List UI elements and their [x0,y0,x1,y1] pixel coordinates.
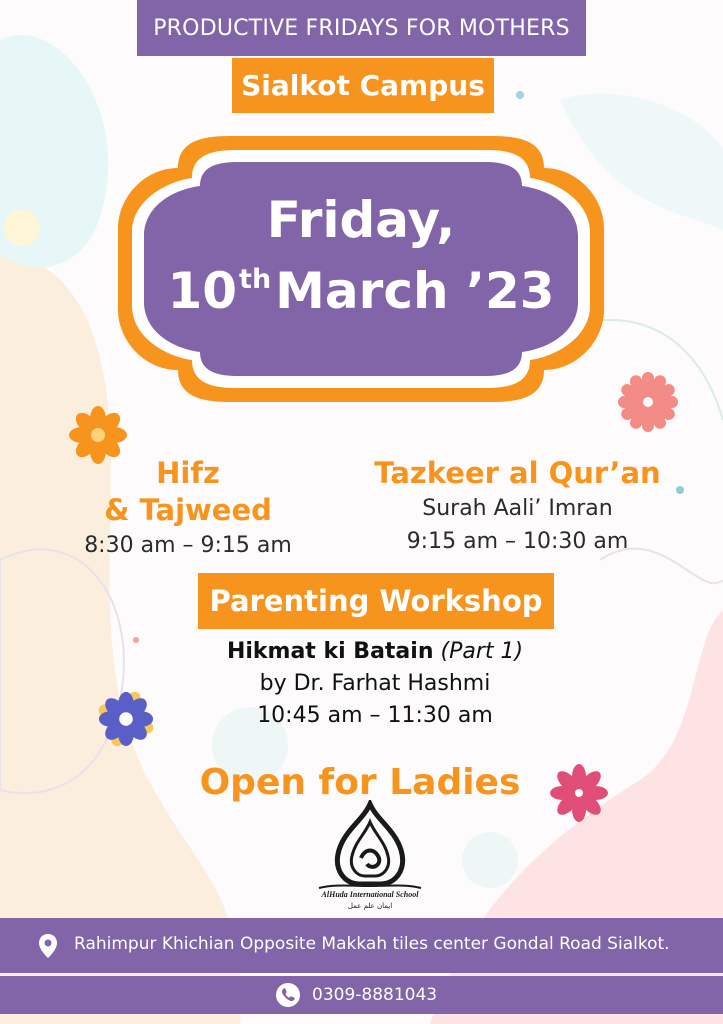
event-day: 10 [167,262,238,320]
talk-title-line [150,636,600,668]
campus-label: Sialkot Campus [232,58,494,113]
tazkeer-session [370,455,665,558]
talk-title: Hikmat ki Batain [226,639,434,664]
blue-flower-icon [97,690,155,748]
logo-school-name: AlHuda International School [321,890,419,899]
phone-bar [0,976,723,1014]
event-date [108,190,614,321]
audience-label: Open for Ladies [199,762,521,803]
hifz-session [58,455,318,562]
hifz-title-line2: & Tajweed [104,493,272,527]
address-bar [0,918,723,973]
pink-flower-icon [618,372,678,432]
event-series-banner: PRODUCTIVE FRIDAYS FOR MOTHERS [137,0,586,56]
alhuda-logo [315,800,425,912]
workshop-label: Parenting Workshop [198,573,554,629]
hifz-time: 8:30 am – 9:15 am [84,533,292,558]
tazkeer-time: 9:15 am – 10:30 am [406,529,629,554]
address-text: Rahimpur Khichian Opposite Makkah tiles center Gondal Road Sialkot. [74,934,670,954]
phone-number: 0309-8881043 [312,985,438,1005]
location-pin-icon [37,933,59,959]
talk-part: (Part 1) [440,639,524,664]
event-weekday: Friday, [266,191,456,249]
event-month-year: March ’23 [275,262,555,320]
talk-speaker: by Dr. Farhat Hashmi [259,671,491,696]
logo-motto: ایمان علم عمل [347,902,393,910]
tazkeer-subtitle: Surah Aali’ Imran [422,496,613,521]
phone-icon [275,982,301,1008]
hifz-title-line1: Hifz [156,456,220,490]
workshop-details [150,636,600,732]
event-day-suffix: th [239,264,272,295]
tazkeer-title: Tazkeer al Qur’an [374,456,661,490]
talk-time: 10:45 am – 11:30 am [257,703,493,728]
event-date-line [108,250,614,321]
